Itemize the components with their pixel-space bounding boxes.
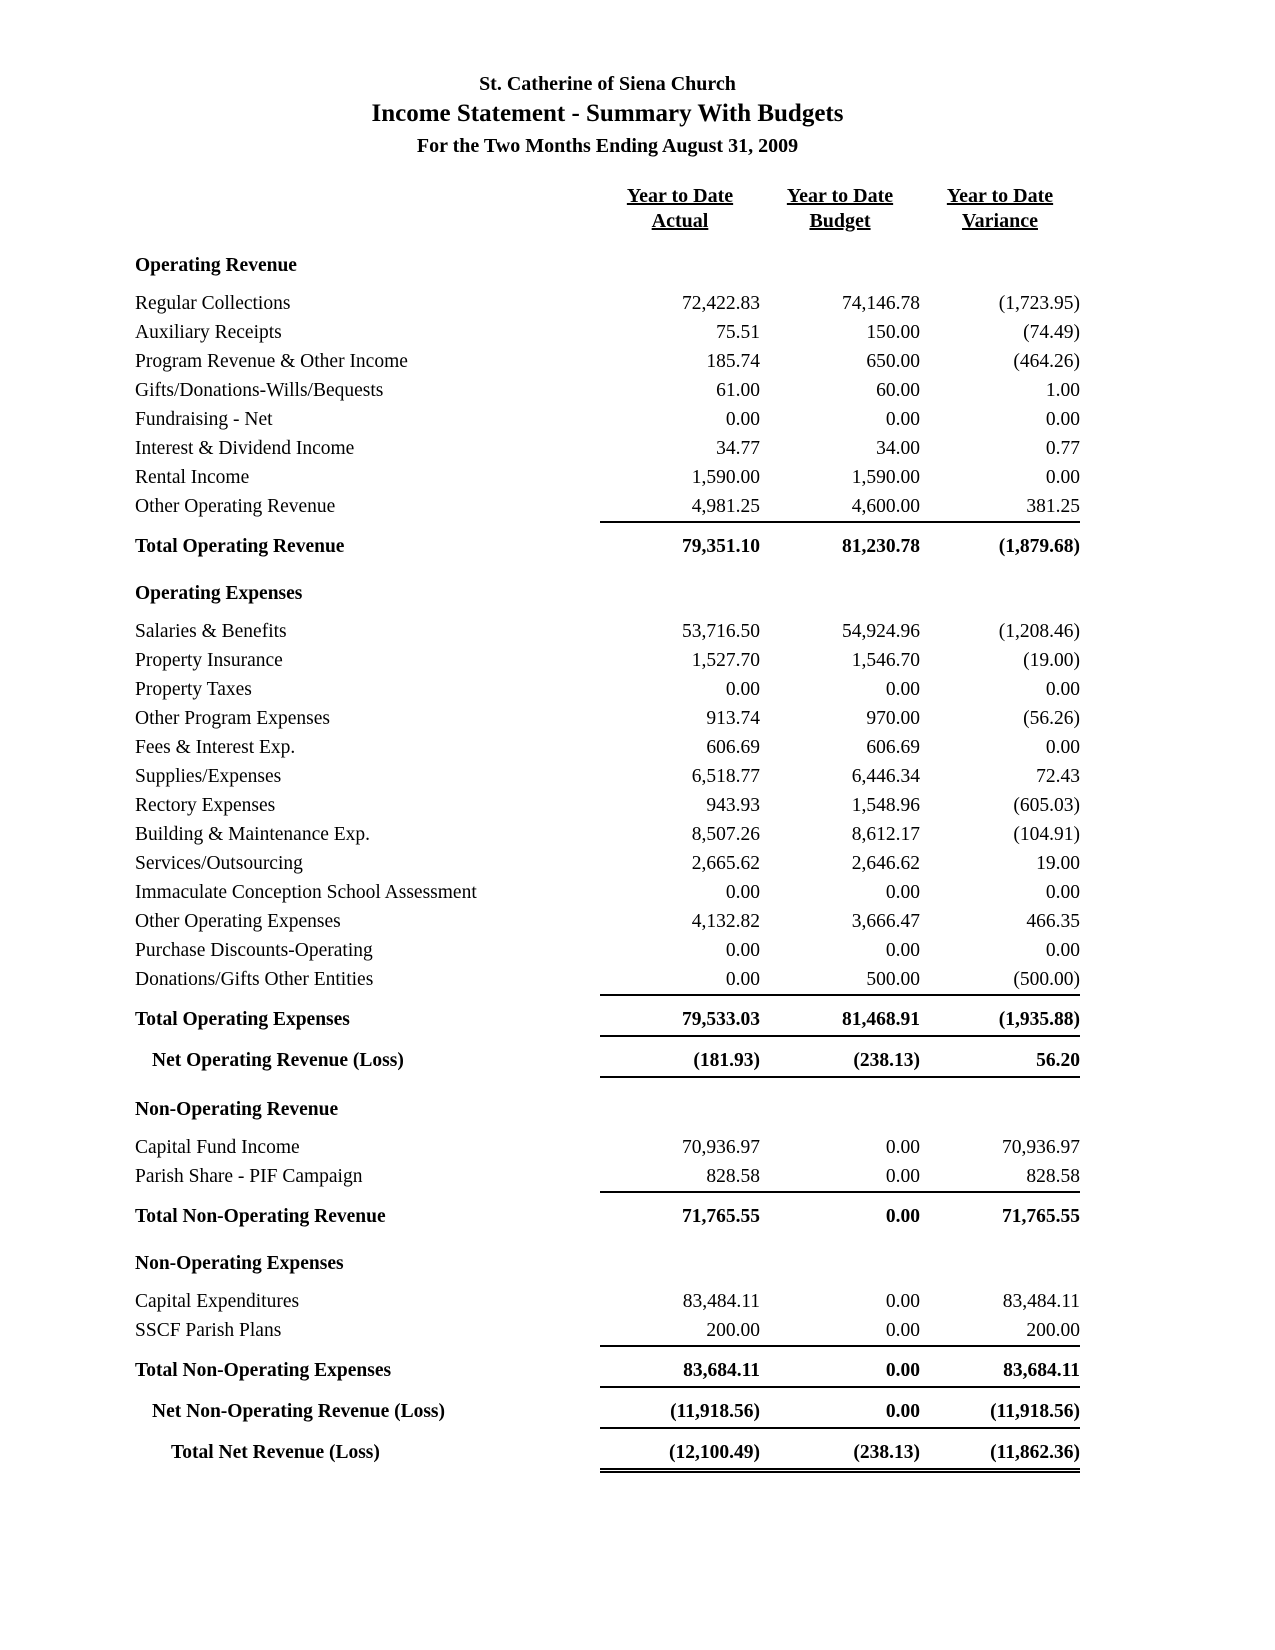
cell-value: 71,765.55 bbox=[1002, 1206, 1080, 1227]
cell-value: 0.00 bbox=[1045, 882, 1080, 903]
cell-value: 1,590.00 bbox=[691, 467, 760, 488]
cell-value: 83,684.11 bbox=[1003, 1360, 1080, 1381]
table-row bbox=[135, 646, 1080, 675]
table-row bbox=[135, 1316, 1080, 1347]
cell-value: 61.00 bbox=[716, 380, 760, 401]
cell-value: 72.43 bbox=[1036, 766, 1080, 787]
row-label: Regular Collections bbox=[135, 293, 291, 314]
row-label: Gifts/Donations-Wills/Bequests bbox=[135, 380, 384, 401]
row-values bbox=[600, 405, 1080, 434]
cell-value: 56.20 bbox=[1036, 1050, 1080, 1071]
cell-value: 0.00 bbox=[725, 409, 760, 430]
label-column-spacer bbox=[135, 184, 600, 234]
column-header-actual bbox=[600, 184, 760, 234]
row-label: Capital Fund Income bbox=[135, 1137, 300, 1158]
table-row bbox=[135, 405, 1080, 434]
row-values bbox=[600, 1397, 1080, 1429]
row-label: Operating Revenue bbox=[135, 255, 297, 276]
row-values bbox=[600, 347, 1080, 376]
cell-value: 53,716.50 bbox=[682, 621, 760, 642]
row-values bbox=[600, 675, 1080, 704]
cell-value: 4,600.00 bbox=[851, 496, 920, 517]
total-row bbox=[135, 1005, 1080, 1037]
total-row bbox=[135, 1202, 1080, 1232]
cell-value: (1,935.88) bbox=[998, 1009, 1080, 1030]
row-label: Total Operating Expenses bbox=[135, 1009, 350, 1030]
section-header bbox=[135, 1096, 1080, 1124]
row-label: Program Revenue & Other Income bbox=[135, 351, 408, 372]
table-row bbox=[135, 617, 1080, 646]
cell-value: (181.93) bbox=[693, 1050, 760, 1071]
cell-value: 0.00 bbox=[885, 1137, 920, 1158]
table-row bbox=[135, 289, 1080, 318]
row-label: Other Program Expenses bbox=[135, 708, 330, 729]
row-label: Interest & Dividend Income bbox=[135, 438, 355, 459]
row-label: Non-Operating Expenses bbox=[135, 1253, 344, 1274]
row-label: Operating Expenses bbox=[135, 583, 303, 604]
row-label: Rectory Expenses bbox=[135, 795, 276, 816]
row-values bbox=[600, 463, 1080, 492]
cell-value: 150.00 bbox=[866, 322, 920, 343]
row-label: Property Insurance bbox=[135, 650, 283, 671]
table-row bbox=[135, 965, 1080, 996]
row-label: Net Non-Operating Revenue (Loss) bbox=[152, 1401, 446, 1422]
row-values bbox=[600, 849, 1080, 878]
table-row bbox=[135, 820, 1080, 849]
row-values bbox=[600, 733, 1080, 762]
row-label: Purchase Discounts-Operating bbox=[135, 940, 373, 961]
numeric-column-headers bbox=[600, 184, 1080, 234]
total-row bbox=[135, 1356, 1080, 1388]
cell-value: 500.00 bbox=[866, 969, 920, 990]
row-label: Supplies/Expenses bbox=[135, 766, 282, 787]
cell-value: 83,684.11 bbox=[683, 1360, 760, 1381]
row-values bbox=[600, 878, 1080, 907]
column-header-line: Year to Date bbox=[626, 185, 734, 207]
row-values bbox=[600, 289, 1080, 318]
cell-value: 0.77 bbox=[1045, 438, 1080, 459]
cell-value: 0.00 bbox=[885, 409, 920, 430]
cell-value: (11,918.56) bbox=[670, 1401, 760, 1422]
cell-value: 0.00 bbox=[885, 940, 920, 961]
cell-value: 79,533.03 bbox=[682, 1009, 760, 1030]
row-label: Net Operating Revenue (Loss) bbox=[152, 1050, 404, 1071]
cell-value: (464.26) bbox=[1013, 351, 1080, 372]
table-row bbox=[135, 704, 1080, 733]
column-header-budget bbox=[760, 184, 920, 234]
cell-value: (500.00) bbox=[1013, 969, 1080, 990]
row-label: Total Operating Revenue bbox=[135, 536, 345, 557]
cell-value: 70,936.97 bbox=[1002, 1137, 1080, 1158]
column-header-line: Year to Date bbox=[786, 185, 894, 207]
row-values bbox=[600, 492, 1080, 523]
cell-value: 0.00 bbox=[1045, 467, 1080, 488]
organization-name: St. Catherine of Siena Church bbox=[479, 73, 736, 95]
table-row bbox=[135, 907, 1080, 936]
cell-value: 54,924.96 bbox=[842, 621, 920, 642]
column-header-variance bbox=[920, 184, 1080, 234]
column-header-line: Budget bbox=[809, 210, 871, 232]
table-row bbox=[135, 492, 1080, 523]
cell-value: 1,548.96 bbox=[851, 795, 920, 816]
table-row bbox=[135, 1162, 1080, 1193]
cell-value: 72,422.83 bbox=[682, 293, 760, 314]
cell-value: 381.25 bbox=[1026, 496, 1080, 517]
row-values bbox=[600, 1046, 1080, 1078]
cell-value: (74.49) bbox=[1023, 322, 1080, 343]
row-values bbox=[600, 936, 1080, 965]
row-values bbox=[600, 1133, 1080, 1162]
row-values bbox=[600, 376, 1080, 405]
cell-value: (605.03) bbox=[1013, 795, 1080, 816]
row-label: Fundraising - Net bbox=[135, 409, 273, 430]
row-values bbox=[600, 1162, 1080, 1193]
row-label: Property Taxes bbox=[135, 679, 252, 700]
cell-value: 70,936.97 bbox=[682, 1137, 760, 1158]
row-values bbox=[600, 791, 1080, 820]
table-row bbox=[135, 1287, 1080, 1316]
cell-value: 6,446.34 bbox=[851, 766, 920, 787]
table-row bbox=[135, 376, 1080, 405]
column-header-line: Year to Date bbox=[946, 185, 1054, 207]
cell-value: 8,612.17 bbox=[851, 824, 920, 845]
cell-value: 6,518.77 bbox=[691, 766, 760, 787]
report-period: For the Two Months Ending August 31, 2009 bbox=[416, 135, 799, 157]
cell-value: 8,507.26 bbox=[691, 824, 760, 845]
cell-value: 0.00 bbox=[1045, 679, 1080, 700]
cell-value: 4,132.82 bbox=[691, 911, 760, 932]
table-row bbox=[135, 849, 1080, 878]
net-row bbox=[135, 1046, 1080, 1078]
table-row bbox=[135, 878, 1080, 907]
row-values bbox=[600, 820, 1080, 849]
cell-value: 943.93 bbox=[706, 795, 760, 816]
row-label: Parish Share - PIF Campaign bbox=[135, 1166, 363, 1187]
row-values bbox=[600, 704, 1080, 733]
cell-value: (11,862.36) bbox=[990, 1442, 1080, 1463]
cell-value: 0.00 bbox=[725, 940, 760, 961]
cell-value: 0.00 bbox=[885, 679, 920, 700]
cell-value: (12,100.49) bbox=[669, 1442, 760, 1463]
row-values bbox=[600, 1005, 1080, 1037]
section-header bbox=[135, 580, 1080, 608]
cell-value: (11,918.56) bbox=[990, 1401, 1080, 1422]
row-label: Total Net Revenue (Loss) bbox=[171, 1442, 380, 1463]
cell-value: 83,484.11 bbox=[682, 1291, 760, 1312]
net-row bbox=[135, 1397, 1080, 1429]
cell-value: (238.13) bbox=[853, 1442, 920, 1463]
row-label: Donations/Gifts Other Entities bbox=[135, 969, 374, 990]
row-values bbox=[600, 762, 1080, 791]
document-title: Income Statement - Summary With Budgets bbox=[371, 100, 844, 127]
cell-value: (56.26) bbox=[1023, 708, 1080, 729]
cell-value: (104.91) bbox=[1013, 824, 1080, 845]
cell-value: 1,527.70 bbox=[691, 650, 760, 671]
cell-value: 1,546.70 bbox=[851, 650, 920, 671]
row-values bbox=[600, 646, 1080, 675]
row-values bbox=[600, 1287, 1080, 1316]
cell-value: 60.00 bbox=[876, 380, 920, 401]
section-header bbox=[135, 1250, 1080, 1278]
cell-value: 0.00 bbox=[885, 882, 920, 903]
cell-value: 200.00 bbox=[1026, 1320, 1080, 1341]
cell-value: 19.00 bbox=[1036, 853, 1080, 874]
table-row bbox=[135, 434, 1080, 463]
cell-value: 0.00 bbox=[885, 1320, 920, 1341]
cell-value: 2,665.62 bbox=[691, 853, 760, 874]
cell-value: 0.00 bbox=[885, 1360, 920, 1381]
cell-value: 74,146.78 bbox=[842, 293, 920, 314]
cell-value: 79,351.10 bbox=[682, 536, 760, 557]
cell-value: 0.00 bbox=[885, 1401, 920, 1422]
net-row bbox=[135, 1438, 1080, 1473]
row-label: Non-Operating Revenue bbox=[135, 1099, 339, 1120]
row-label: SSCF Parish Plans bbox=[135, 1320, 282, 1341]
row-values bbox=[600, 1356, 1080, 1388]
row-values bbox=[600, 318, 1080, 347]
table-row bbox=[135, 347, 1080, 376]
cell-value: 3,666.47 bbox=[851, 911, 920, 932]
cell-value: 828.58 bbox=[706, 1166, 760, 1187]
cell-value: 0.00 bbox=[1045, 737, 1080, 758]
cell-value: 1.00 bbox=[1045, 380, 1080, 401]
cell-value: 75.51 bbox=[716, 322, 760, 343]
cell-value: 81,468.91 bbox=[842, 1009, 920, 1030]
cell-value: 913.74 bbox=[706, 708, 760, 729]
cell-value: 0.00 bbox=[885, 1206, 920, 1227]
row-values bbox=[600, 1202, 1080, 1232]
row-values bbox=[600, 617, 1080, 646]
table-row bbox=[135, 463, 1080, 492]
cell-value: 0.00 bbox=[1045, 409, 1080, 430]
cell-value: 81,230.78 bbox=[842, 536, 920, 557]
cell-value: (1,879.68) bbox=[998, 536, 1080, 557]
row-label: Total Non-Operating Revenue bbox=[135, 1206, 386, 1227]
cell-value: 34.77 bbox=[716, 438, 760, 459]
cell-value: 0.00 bbox=[885, 1291, 920, 1312]
table-row bbox=[135, 762, 1080, 791]
cell-value: 828.58 bbox=[1026, 1166, 1080, 1187]
cell-value: 0.00 bbox=[725, 679, 760, 700]
cell-value: 0.00 bbox=[1045, 940, 1080, 961]
cell-value: (1,723.95) bbox=[998, 293, 1080, 314]
row-label: Other Operating Revenue bbox=[135, 496, 336, 517]
row-values bbox=[600, 532, 1080, 562]
statement-body bbox=[135, 252, 1080, 1473]
column-headers bbox=[135, 184, 1080, 234]
cell-value: (238.13) bbox=[853, 1050, 920, 1071]
table-row bbox=[135, 1133, 1080, 1162]
row-label: Capital Expenditures bbox=[135, 1291, 300, 1312]
row-values bbox=[600, 965, 1080, 996]
cell-value: 650.00 bbox=[866, 351, 920, 372]
cell-value: 185.74 bbox=[706, 351, 760, 372]
cell-value: 83,484.11 bbox=[1002, 1291, 1080, 1312]
table-row bbox=[135, 318, 1080, 347]
row-label: Salaries & Benefits bbox=[135, 621, 287, 642]
cell-value: (19.00) bbox=[1023, 650, 1080, 671]
total-row bbox=[135, 532, 1080, 562]
cell-value: 970.00 bbox=[866, 708, 920, 729]
table-row bbox=[135, 936, 1080, 965]
row-label: Other Operating Expenses bbox=[135, 911, 341, 932]
table-row bbox=[135, 675, 1080, 704]
cell-value: 4,981.25 bbox=[691, 496, 760, 517]
row-values bbox=[600, 907, 1080, 936]
row-label: Services/Outsourcing bbox=[135, 853, 303, 874]
row-values bbox=[600, 1316, 1080, 1347]
document-header bbox=[135, 72, 1080, 158]
cell-value: (1,208.46) bbox=[998, 621, 1080, 642]
section-header bbox=[135, 252, 1080, 280]
cell-value: 606.69 bbox=[866, 737, 920, 758]
cell-value: 0.00 bbox=[885, 1166, 920, 1187]
row-values bbox=[600, 1438, 1080, 1473]
column-header-line: Variance bbox=[962, 210, 1038, 232]
cell-value: 0.00 bbox=[725, 969, 760, 990]
cell-value: 71,765.55 bbox=[682, 1206, 760, 1227]
row-label: Auxiliary Receipts bbox=[135, 322, 282, 343]
cell-value: 34.00 bbox=[876, 438, 920, 459]
row-label: Fees & Interest Exp. bbox=[135, 737, 296, 758]
cell-value: 0.00 bbox=[725, 882, 760, 903]
row-label: Immaculate Conception School Assessment bbox=[135, 882, 477, 903]
table-row bbox=[135, 791, 1080, 820]
row-label: Building & Maintenance Exp. bbox=[135, 824, 371, 845]
cell-value: 466.35 bbox=[1026, 911, 1080, 932]
cell-value: 2,646.62 bbox=[851, 853, 920, 874]
column-header-line: Actual bbox=[651, 210, 709, 232]
table-row bbox=[135, 733, 1080, 762]
cell-value: 606.69 bbox=[706, 737, 760, 758]
cell-value: 200.00 bbox=[706, 1320, 760, 1341]
row-label: Rental Income bbox=[135, 467, 250, 488]
row-values bbox=[600, 434, 1080, 463]
row-label: Total Non-Operating Expenses bbox=[135, 1360, 392, 1381]
cell-value: 1,590.00 bbox=[851, 467, 920, 488]
